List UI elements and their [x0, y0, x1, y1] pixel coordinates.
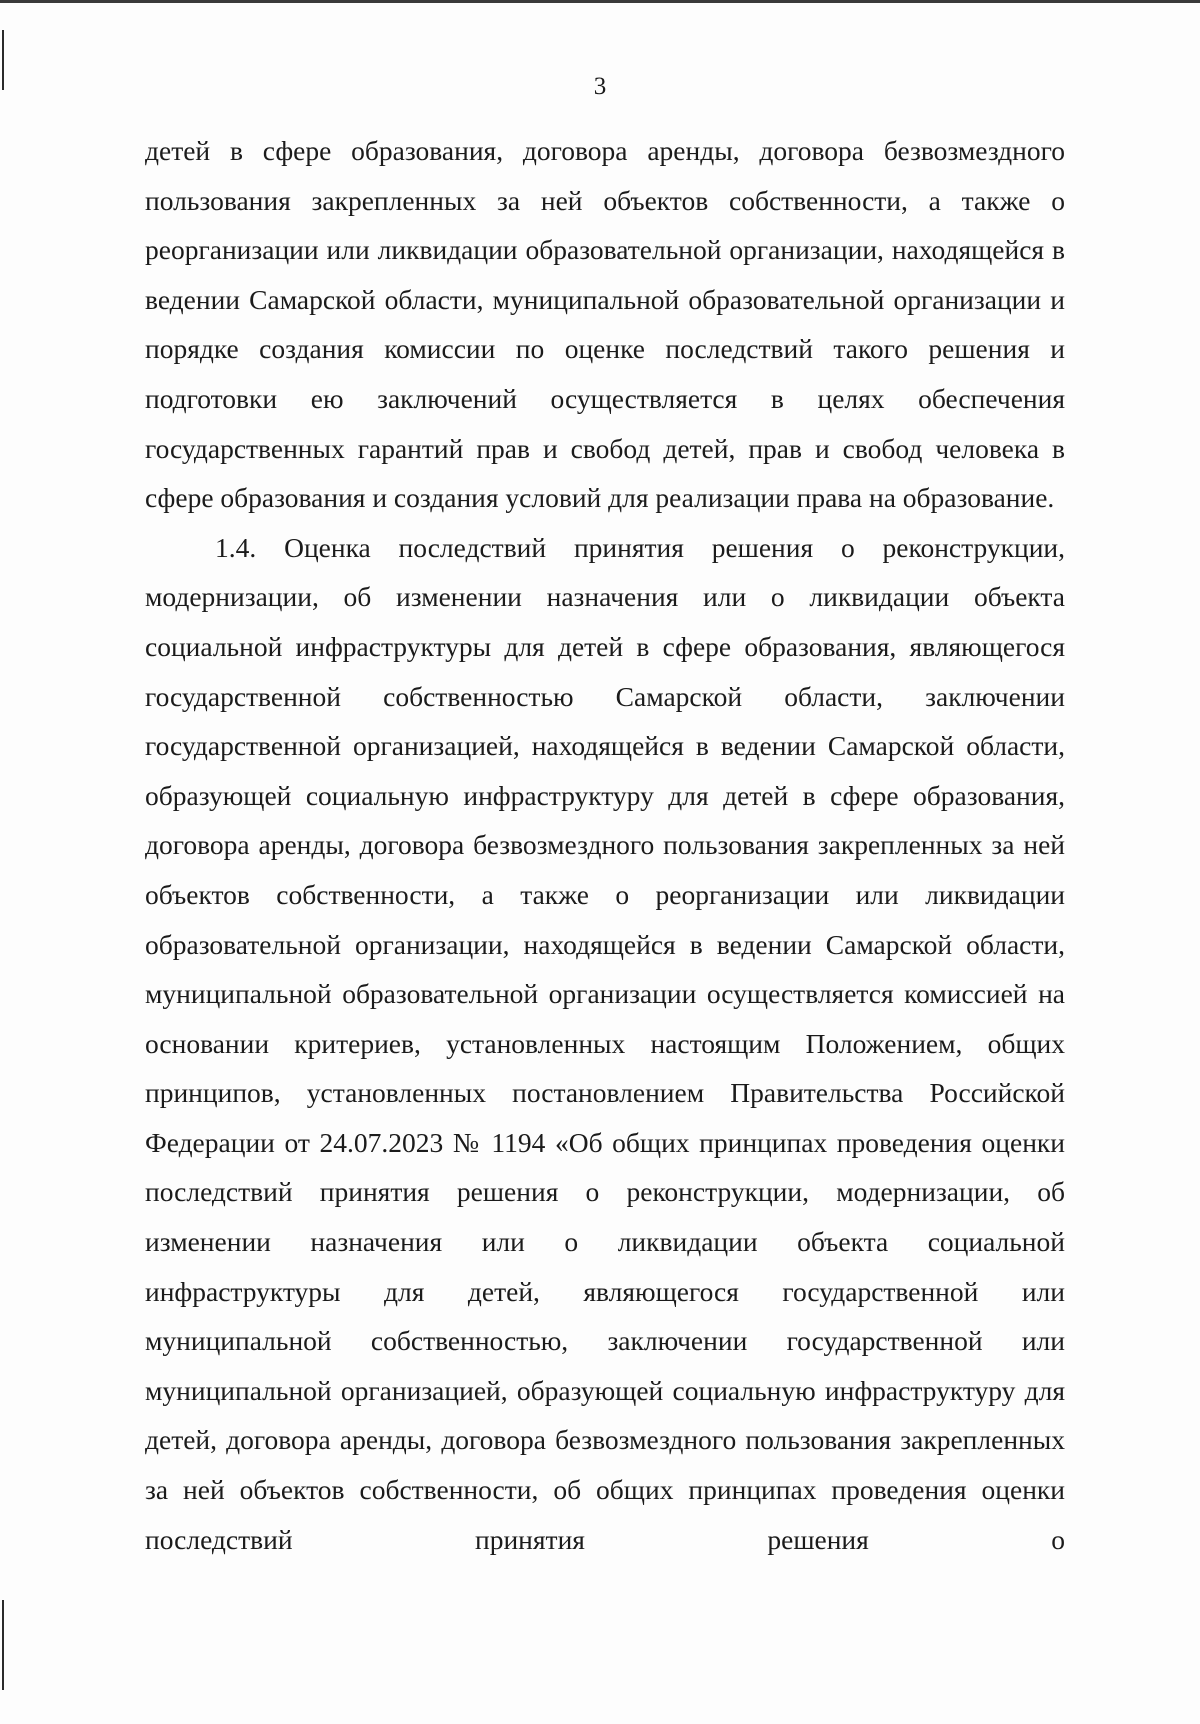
document-body [145, 126, 1065, 1564]
top-scan-edge [0, 0, 1200, 3]
page-number: 3 [593, 73, 607, 100]
paragraph-continuation: детей в сфере образования, договора аренды, договора безвозмездного пользования закрепленных за ней объектов собственности, а также о реорганизации или ликвидации образовательной организации, находящейся в ведении Самарской области, муниципальной образовательной организации и порядке создания комиссии по оценке последствий такого решения и подготовки ею заключений осуществляется в целях обеспечения государственных гарантий прав и свобод детей, прав и свобод человека в сфере образования и создания условий для реализации права на образование. [145, 135, 1065, 514]
paragraph-clause-1-4: 1.4. Оценка последствий принятия решения о реконструкции, модернизации, об изменении назначения или о ликвидации объекта социальной инфраструктуры для детей в сфере образования, являющегося государственной собственностью Самарской области, заключении государственной организацией, находящейся в ведении Самарской области, образующей социальную инфраструктуру для детей в сфере образования, договора аренды, договора безвозмездного пользования закрепленных за ней объектов собственности, а также о реорганизации или ликвидации образовательной организации, находящейся в ведении Самарской области, муниципальной образовательной организации осуществляется комиссией на основании критериев, установленных настоящим Положением, общих принципов, установленных постановлением Правительства Российской Федерации от 24.07.2023 № 1194 «Об общих принципах проведения оценки последствий принятия решения о реконструкции, модернизации, об изменении назначения или о ликвидации объекта социальной инфраструктуры для детей, являющегося государственной или муниципальной собственностью, заключении государственной или муниципальной организацией, образующей социальную инфраструктуру для детей, договора аренды, договора безвозмездного пользования закрепленных за ней объектов собственности, об общих принципах проведения оценки последствий принятия решения о [145, 531, 1065, 1555]
scan-edge-mark-lower [2, 1600, 4, 1690]
